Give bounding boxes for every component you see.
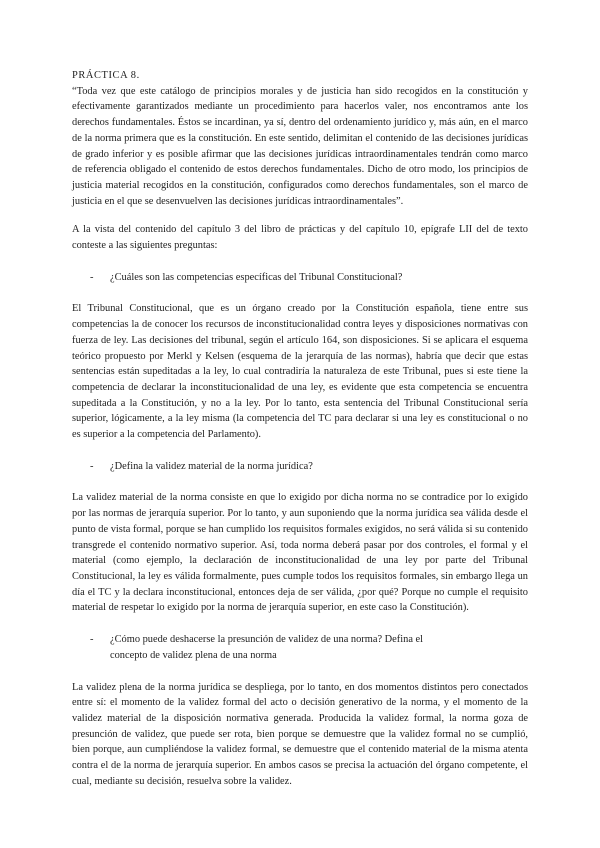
spacer xyxy=(72,664,528,680)
spacer xyxy=(72,209,528,222)
instructions-paragraph: A la vista del contenido del capítulo 3 del libro de prácticas y del capítulo 10, epígrafe LII del de texto conteste a las siguientes preguntas: xyxy=(72,224,528,252)
list-dash: - xyxy=(90,460,94,472)
question-item xyxy=(72,459,528,475)
spacer xyxy=(72,443,528,459)
question-item xyxy=(72,270,528,286)
list-dash: - xyxy=(90,271,94,283)
question-text: ¿Cuáles son las competencias específicas del Tribunal Constitucional? xyxy=(110,271,403,283)
spacer xyxy=(72,474,528,490)
question-text: ¿Defina la validez material de la norma jurídica? xyxy=(110,460,313,472)
spacer xyxy=(72,285,528,301)
document-title: PRÁCTICA 8. xyxy=(72,70,140,81)
list-dash: - xyxy=(90,634,94,646)
quote-paragraph: “Toda vez que este catálogo de principios morales y de justicia han sido recogidos en la constitución y efectivamente garantizados mediante un procedimiento para hacerlos valer, nos encontramos ante los derechos fundamentales. Éstos se incardinan, ya sí, dentro del ordenamiento jurídico y, más aún, en el marco de la norma primera que es la constitución. En este sentido, delimitan el contenido de las decisiones jurídicas de grado inferior y es posible afirmar que las decisiones jurídicas intraordinamentales tendrán como marco de referencia obligado el contenido de estos derechos fundamentales. Dicho de otro modo, los principios de justicia material recogidos en la constitución, configurados como derechos fundamentales, son el marco de justicia en el que se desenvuelven las decisiones jurídicas intraordinamentales”. xyxy=(72,85,528,207)
answer-paragraph: La validez material de la norma consiste en que lo exigido por dicha norma no se contradice por lo exigido por las normas de jerarquía superior. Por lo tanto, y aun suponiendo que la norma jurídica sea válida desde el punto de vista formal, porque se han cumplido los requisitos formales exigidos, no será válida si su contenido transgrede el contenido normativo superior. Así, toda norma deberá pasar por dos controles, el formal y el material (como ejemplo, la declaración de inconstitucionalidad de una ley por parte del Tribunal Constitucional, la ley es válida formalmente, pues cumple todos los requisitos formales, sin embargo llega un día el TC y la declara inconstitucional, entonces deja de ser válida, ¿por qué? Porque no cumple el requisito material de respetar lo exigido por la norma de jerarquía superior, en este caso la Constitución). xyxy=(72,492,528,614)
spacer xyxy=(72,616,528,632)
question-text: ¿Cómo puede deshacerse la presunción de validez de una norma? Defina el concepto de validez plena de una norma xyxy=(110,634,424,661)
spacer xyxy=(72,254,528,270)
document-page xyxy=(72,68,528,789)
answer-paragraph: La validez plena de la norma jurídica se despliega, por lo tanto, en dos momentos distintos pero conectados entre sí: el momento de la validez formal del acto o decisión generativo de la norma, y el momento de la validez material de la disposición normativa generada. Producida la validez formal, la norma goza de presunción de validez, que puede ser rota, bien porque se demuestre que la validez formal no se cumplió, bien porque, aun cumpliéndose la validez formal, se demuestre que el contenido material de la misma atenta contra el de la norma de jerarquía superior. En ambos casos se precisa la actuación del órgano competente, el cual, mediante su decisión, resuelva sobre la validez. xyxy=(72,681,528,787)
answer-paragraph: El Tribunal Constitucional, que es un órgano creado por la Constitución española, tiene entre sus competencias la de conocer los recursos de inconstitucionalidad contra leyes y disposiciones normativas con fuerza de ley. Las decisiones del tribunal, según el artículo 164, son disposiciones. Si se aplicara el esquema teórico propuesto por Merkl y Kelsen (esquema de la jerarquía de las normas), habría que decir que estas sentencias están supeditadas a la ley, lo cual contradiría la naturaleza de este Tribunal, pues si este tiene la competencia de declarar la inconstitucionalidad de una ley, es evidente que esta competencia se encuentra supeditada a la Constitución, y no a la ley. Por lo tanto, esta sentencia del Tribunal Constitucional sería superior, lógicamente, a la ley misma (la competencia del TC para declarar si una ley es constitucional o no es superior a la competencia del Parlamento). xyxy=(72,303,528,441)
question-item xyxy=(72,632,528,663)
